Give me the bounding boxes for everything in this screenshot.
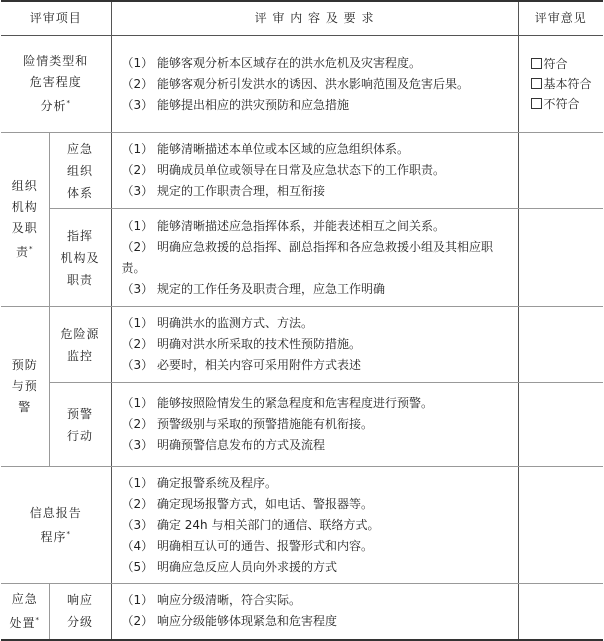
checkbox-icon[interactable] xyxy=(531,78,542,89)
table-row xyxy=(1,36,603,133)
opinion-cell xyxy=(518,307,603,383)
opinion-cell xyxy=(518,209,603,307)
opinion-cell xyxy=(518,584,603,640)
table-row xyxy=(1,584,603,640)
requirement-cell: （1） 能够清晰描述应急指挥体系，并能表述相互之间关系。 （2） 明确应急救援的总指挥、副总指挥和各应急救援小组及其相应职责。 （3） 规定的工作任务及职责合理，应急工作明确 xyxy=(111,209,518,307)
category-cell: 险情类型和 危害程度 分析* xyxy=(1,36,111,133)
category-cell: 应急 处置* xyxy=(1,584,49,640)
option-basic-conform[interactable]: 基本符合 xyxy=(531,74,604,94)
checkbox-icon[interactable] xyxy=(531,98,542,109)
review-table xyxy=(1,0,603,641)
requirement-cell: （1） 确定报警系统及程序。 （2） 确定现场报警方式，如电话、警报器等。 （3） 确定 24h 与相关部门的通信、联络方式。 （4） 明确相互认可的通告、报警形式和内容。 （5） 明确应急反应人员向外求援的方式 xyxy=(111,467,518,584)
opinion-cell xyxy=(518,467,603,584)
header-content: 评 审 内 容 及 要 求 xyxy=(111,1,518,36)
category-cell: 预防 与预 警 xyxy=(1,307,49,467)
table-header-row xyxy=(1,1,603,36)
subcategory-cell: 指挥 机构及 职责 xyxy=(49,209,111,307)
table-row xyxy=(1,467,603,584)
option-nonconform[interactable]: 不符合 xyxy=(531,94,604,114)
opinion-cell xyxy=(518,133,603,209)
subcategory-cell: 响应 分级 xyxy=(49,584,111,640)
table-row xyxy=(1,209,603,307)
subcategory-cell: 应急 组织 体系 xyxy=(49,133,111,209)
requirement-cell: （1） 能够客观分析本区域存在的洪水危机及灾害程度。 （2） 能够客观分析引发洪水的诱因、洪水影响范围及危害后果。 （3） 能够提出相应的洪灾预防和应急措施 xyxy=(111,36,518,133)
requirement-cell: （1） 响应分级清晰，符合实际。 （2） 响应分级能够体现紧急和危害程度 xyxy=(111,584,518,640)
table-row xyxy=(1,383,603,467)
header-item: 评审项目 xyxy=(1,1,111,36)
opinion-cell xyxy=(518,36,603,133)
table-row xyxy=(1,133,603,209)
option-conform[interactable]: 符合 xyxy=(531,54,604,74)
category-cell: 信息报告 程序* xyxy=(1,467,111,584)
subcategory-cell: 危险源 监控 xyxy=(49,307,111,383)
opinion-cell xyxy=(518,383,603,467)
subcategory-cell: 预警 行动 xyxy=(49,383,111,467)
requirement-cell: （1） 能够按照险情发生的紧急程度和危害程度进行预警。 （2） 预警级别与采取的预警措施能有机衔接。 （3） 明确预警信息发布的方式及流程 xyxy=(111,383,518,467)
header-opinion: 评审意见 xyxy=(518,1,603,36)
requirement-cell: （1） 能够清晰描述本单位或本区域的应急组织体系。 （2） 明确成员单位或领导在日常及应急状态下的工作职责。 （3） 规定的工作职责合理，相互衔接 xyxy=(111,133,518,209)
category-cell: 组织 机构 及职 责* xyxy=(1,133,49,307)
checkbox-icon[interactable] xyxy=(531,58,542,69)
requirement-cell: （1） 明确洪水的监测方式、方法。 （2） 明确对洪水所采取的技术性预防措施。 （3） 必要时，相关内容可采用附件方式表述 xyxy=(111,307,518,383)
table-row xyxy=(1,307,603,383)
